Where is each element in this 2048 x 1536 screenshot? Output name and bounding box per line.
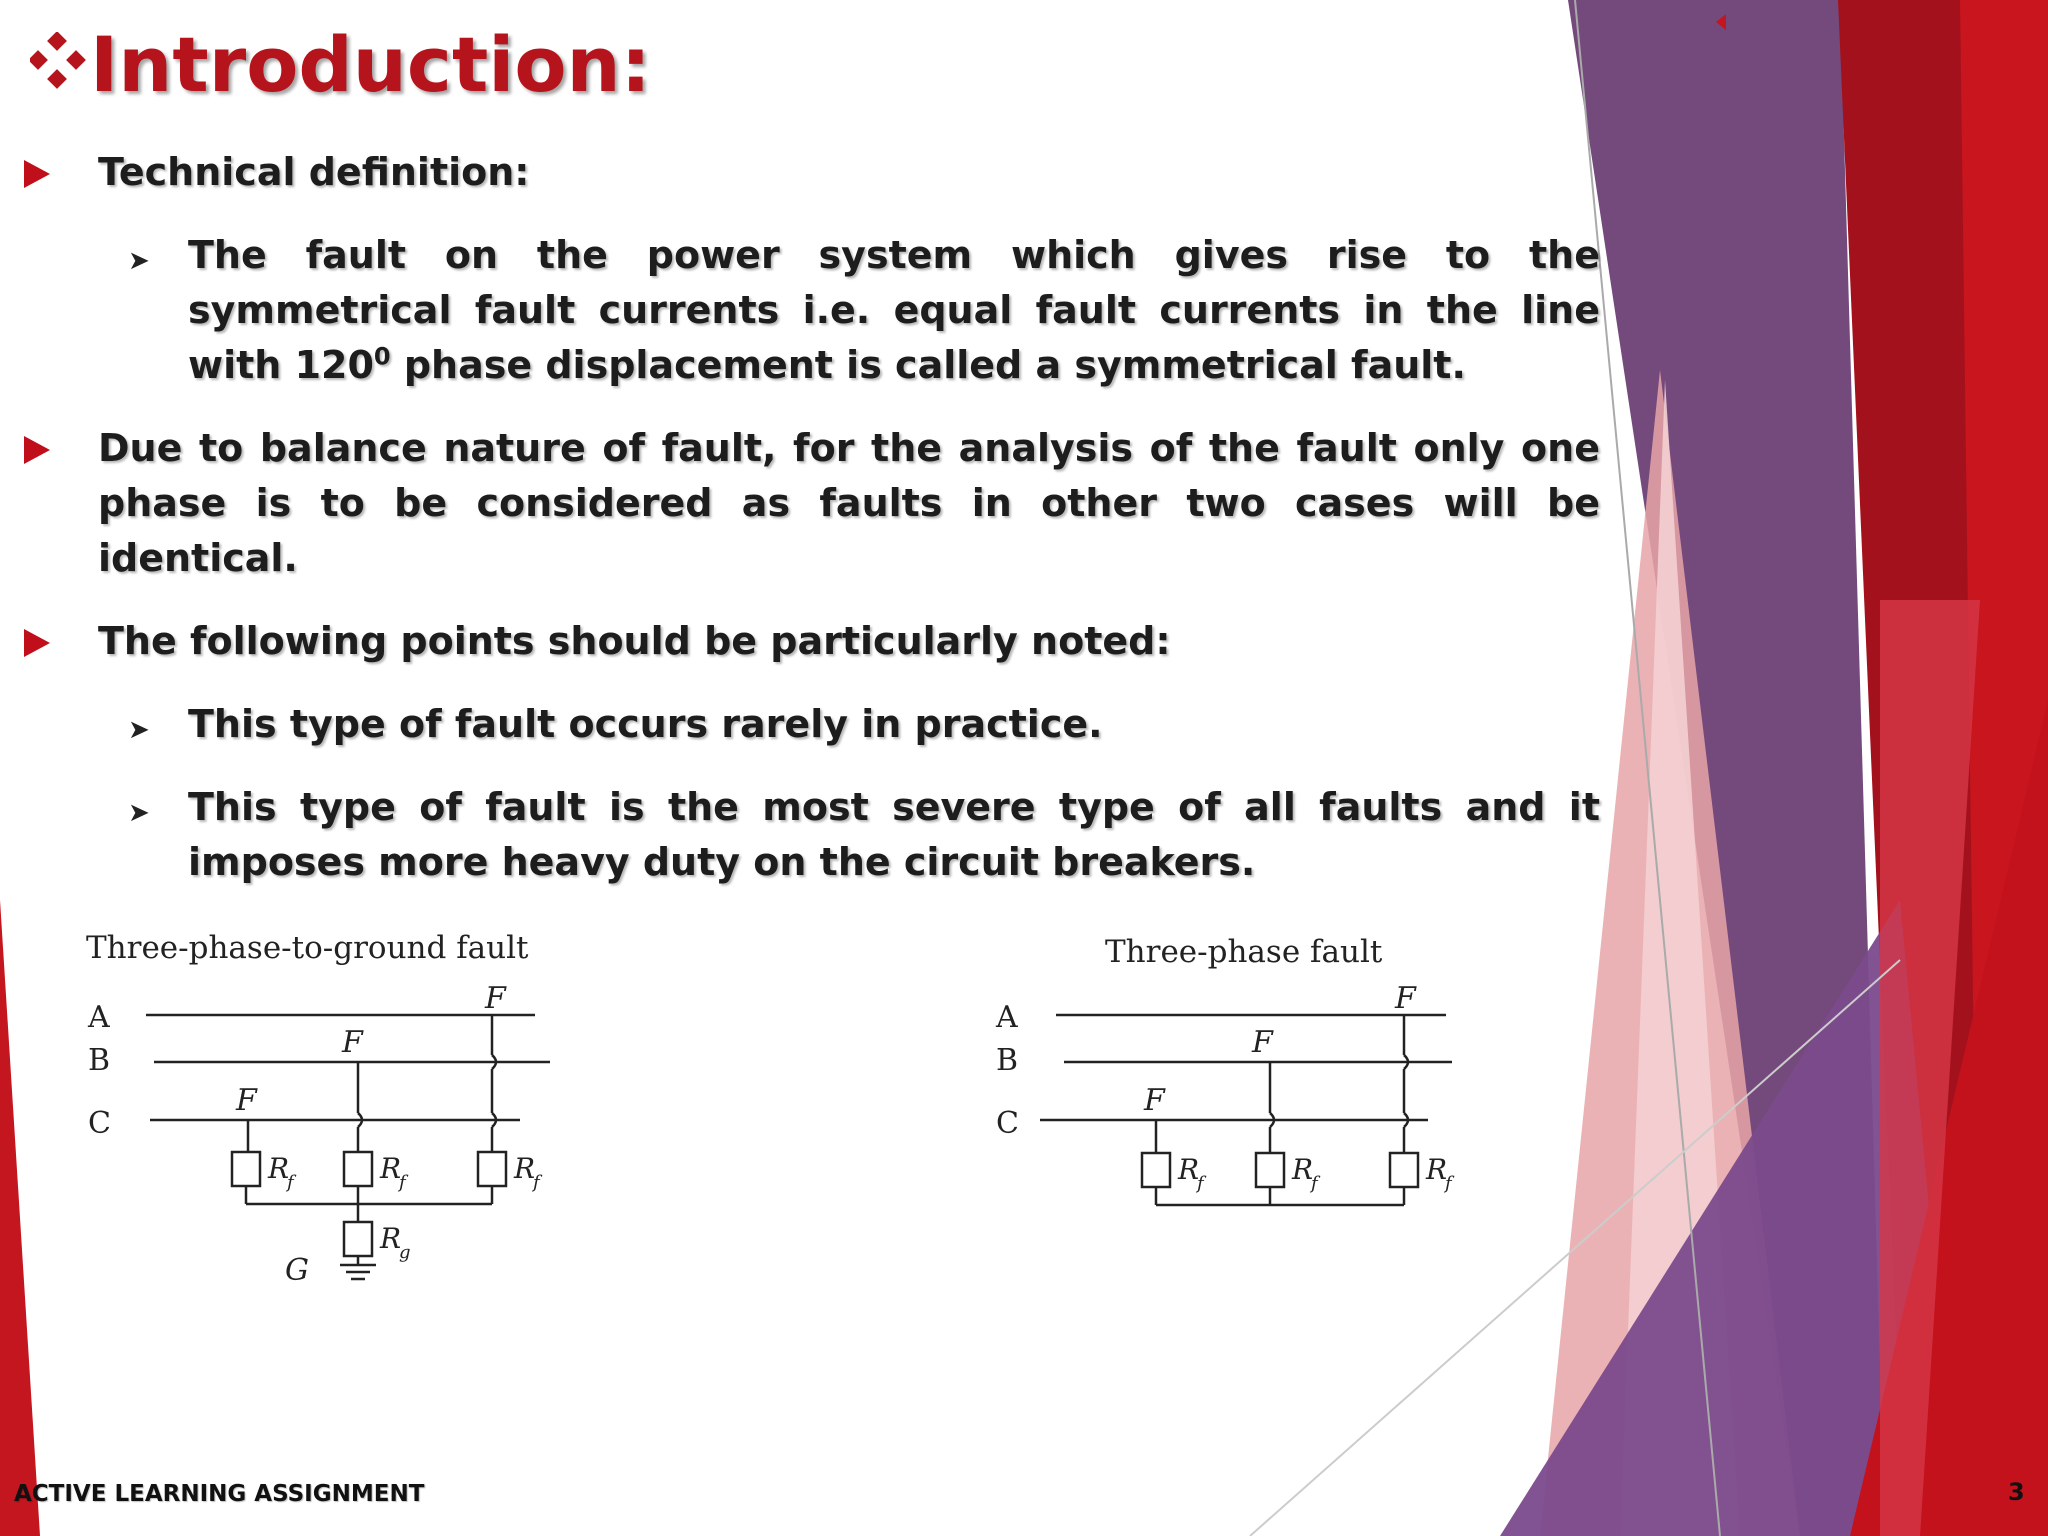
line-label-c: C bbox=[996, 1106, 1019, 1141]
line-label-a: A bbox=[88, 1000, 110, 1035]
resistor-subscript: f bbox=[287, 1172, 294, 1193]
footer-text: ACTIVE LEARNING ASSIGNMENT bbox=[14, 1481, 425, 1507]
resistor-subscript: f bbox=[1197, 1173, 1204, 1194]
fault-label: F bbox=[485, 981, 506, 1016]
diamond-bullet-icon bbox=[30, 32, 88, 90]
bullet-list bbox=[20, 145, 1600, 918]
triangle-bullet-icon bbox=[24, 436, 50, 464]
bullet-text: This type of fault occurs rarely in practice. bbox=[188, 702, 1103, 746]
triangle-bullet-icon bbox=[24, 629, 50, 657]
page-number: 3 bbox=[2008, 1478, 2025, 1506]
fault-label: F bbox=[342, 1025, 363, 1060]
line-label-c: C bbox=[88, 1106, 111, 1141]
fault-label: F bbox=[1144, 1083, 1165, 1118]
left-red-strip bbox=[0, 900, 40, 1536]
resistor-subscript: f bbox=[1311, 1173, 1318, 1194]
resistor-label: R bbox=[380, 1152, 402, 1185]
list-item bbox=[20, 614, 1600, 669]
resistor-subscript: f bbox=[1445, 1173, 1452, 1194]
bullet-text: The following points should be particularly noted: bbox=[98, 619, 1171, 663]
ground-resistor-subscript: g bbox=[399, 1242, 411, 1263]
list-item bbox=[20, 145, 1600, 200]
bullet-text: This type of fault is the most severe type of all faults and it imposes more heavy duty on the circuit breakers. bbox=[188, 785, 1600, 884]
resistor-label: R bbox=[268, 1152, 290, 1185]
superscript: 0 bbox=[373, 342, 391, 371]
diagram-title: Three-phase fault bbox=[1105, 935, 1383, 970]
arrow-bullet-icon: ➤ bbox=[128, 798, 150, 828]
line-label-a: A bbox=[996, 1000, 1018, 1035]
arrow-bullet-icon: ➤ bbox=[128, 246, 150, 276]
triangle-bullet-icon bbox=[24, 160, 50, 188]
ground-label: G bbox=[285, 1253, 309, 1288]
list-item bbox=[20, 780, 1600, 890]
resistor-label: R bbox=[1426, 1153, 1448, 1186]
three-phase-to-ground-diagram bbox=[80, 930, 640, 1290]
fault-label: F bbox=[1395, 981, 1416, 1016]
line-label-b: B bbox=[88, 1043, 111, 1078]
bullet-text: The fault on the power system which gives rise to the symmetrical fault currents i.e. equal fault currents in the line with 120 bbox=[188, 233, 1600, 387]
list-item bbox=[20, 421, 1600, 586]
slide-title bbox=[30, 20, 651, 109]
list-item bbox=[20, 697, 1600, 752]
fault-label: F bbox=[1252, 1025, 1273, 1060]
three-phase-fault-diagram bbox=[990, 935, 1510, 1235]
diagram-title: Three-phase-to-ground fault bbox=[86, 930, 529, 966]
page-title: Introduction: bbox=[90, 20, 652, 109]
resistor-subscript: f bbox=[533, 1172, 540, 1193]
list-item bbox=[20, 228, 1600, 393]
bullet-text: phase displacement is called a symmetrical fault. bbox=[390, 343, 1466, 387]
bullet-text: Due to balance nature of fault, for the analysis of the fault only one phase is to be considered as faults in other two cases will be identical. bbox=[98, 426, 1600, 580]
resistor-subscript: f bbox=[399, 1172, 406, 1193]
ground-resistor-label: R bbox=[380, 1222, 402, 1255]
fault-label: F bbox=[236, 1083, 257, 1118]
resistor-label: R bbox=[514, 1152, 536, 1185]
bullet-text: Technical definition: bbox=[98, 150, 530, 194]
arrow-bullet-icon: ➤ bbox=[128, 715, 150, 745]
resistor-label: R bbox=[1178, 1153, 1200, 1186]
resistor-label: R bbox=[1292, 1153, 1314, 1186]
line-label-b: B bbox=[996, 1043, 1019, 1078]
